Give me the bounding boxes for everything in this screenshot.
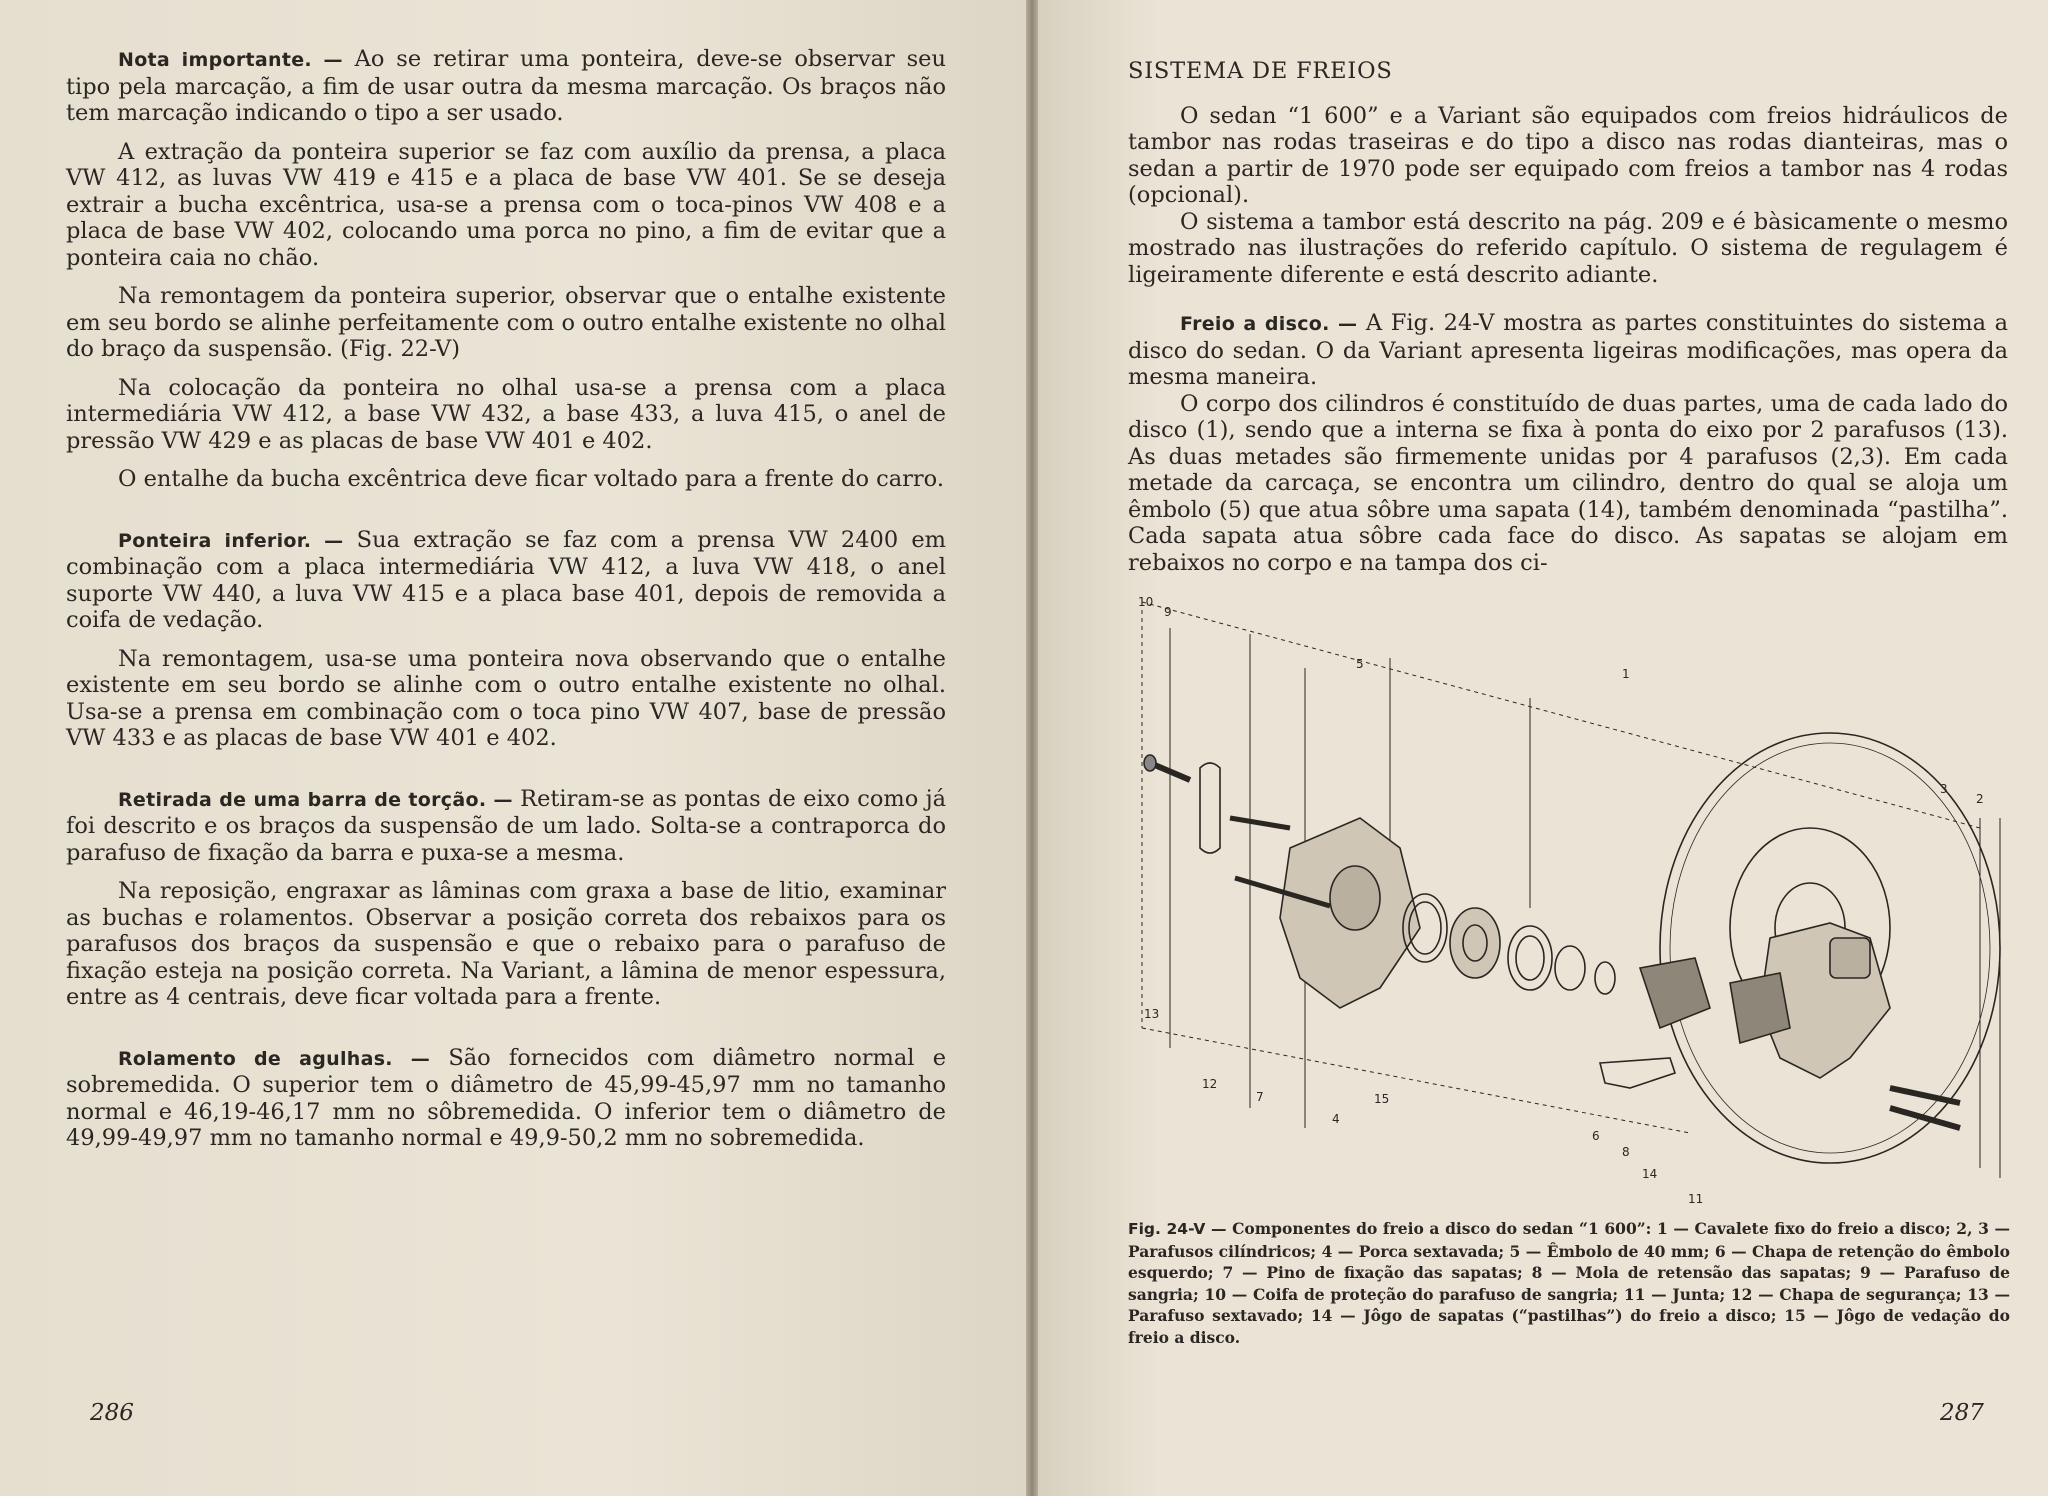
section-heading: SISTEMA DE FREIOS	[1128, 58, 1393, 84]
paragraph-lead: Rolamento de agulhas. —	[118, 1047, 431, 1070]
diagram-label: 6	[1592, 1129, 1600, 1143]
paragraph	[66, 878, 946, 1011]
paragraph-text: A extração da ponteira superior se faz com auxílio da prensa, a placa VW 412, as luvas VW 419 e 415 e a placa de base VW 401. Se se deseja extrair a bucha excêntrica, usa-se a prensa com o toca-pinos VW 408 e a placa de base VW 402, colocando uma porca no pino, a fim de evitar que a ponteira caia no chão.	[66, 138, 946, 271]
figure-caption	[1128, 1218, 2010, 1348]
caption-lead: Fig. 24-V —	[1128, 1220, 1227, 1238]
paragraph-text: Ao se retirar uma ponteira, deve-se observar seu tipo pela marcação, a fim de usar outra da mesma marcação. Os braços não tem marcação indicando o tipo a ser usado.	[66, 46, 946, 126]
paragraph	[1128, 391, 2008, 577]
paragraph-text: A Fig. 24-V mostra as partes constituintes do sistema a disco do sedan. O da Variant apresenta ligeiras modificações, mas opera da mesma maneira.	[1128, 310, 2008, 390]
paragraph	[66, 375, 946, 455]
paragraph	[66, 139, 946, 272]
diagram-label: 7	[1256, 1090, 1264, 1104]
paragraph	[66, 786, 946, 867]
paragraph-text: Na remontagem, usa-se uma ponteira nova observando que o entalhe existente em seu bordo se alinhe com o outro entalhe existente no olhal. Usa-se a prensa em combinação com o toca pino VW 407, base de pressão VW 433 e as placas de base VW 401 e 402.	[66, 645, 946, 751]
book-spine	[1026, 0, 1038, 1496]
diagram-svg	[1130, 588, 2010, 1208]
paragraph-text: Retiram-se as pontas de eixo como já foi descrito e os braços da suspensão de um lado. Solta-se a contraporca do parafuso de fixação da barra e puxa-se a mesma.	[66, 785, 946, 866]
diagram-label: 8	[1622, 1145, 1630, 1159]
paragraph-lead: Retirada de uma barra de torção. —	[118, 788, 513, 811]
caption-text: Componentes do freio a disco do sedan “1 600”: 1 — Cavalete fixo do freio a disco; 2, 3 — Parafusos cilíndricos; 4 — Porca sextavada; 5 — Êmbolo de 40 mm; 6 — Chapa de retenção do êmbolo esquerdo; 7 — Pino de fixação das sapatas; 8 — Mola de retensão das sapatas; 9 — Parafuso de sangria; 10 — Coifa de proteção do parafuso de sangria; 11 — Junta; 12 — Chapa de segurança; 13 — Parafuso sextavado; 14 — Jôgo de sapatas (“pastilhas”) do freio a disco; 15 — Jôgo de vedação do freio a disco.	[1128, 1219, 2010, 1347]
paragraph-lead: Freio a disco. —	[1180, 313, 1358, 335]
paragraph-text: Sua extração se faz com a prensa VW 2400 em combinação com a placa intermediária VW 412, a luva VW 418, o anel suporte VW 440, a luva VW 415 e a placa base 401, depois de removida a coifa de vedação.	[66, 526, 946, 633]
diagram-label: 1	[1622, 667, 1630, 681]
diagram-label: 9	[1164, 605, 1172, 619]
diagram-label: 15	[1374, 1092, 1390, 1106]
paragraph	[66, 46, 946, 127]
paragraph-text: O sistema a tambor está descrito na pág. 209 e é bàsicamente o mesmo mostrado nas ilustrações do referido capítulo. O sistema de regulagem é ligeiramente diferente e está descrito adiante.	[1128, 208, 2008, 288]
paragraph	[66, 283, 946, 363]
paragraph-text: Na remontagem da ponteira superior, observar que o entalhe existente em seu bordo se alinhe perfeitamente com o outro entalhe existente no olhal do braço da suspensão. (Fig. 22-V)	[66, 283, 946, 362]
right-text-column	[1128, 58, 2008, 588]
diagram-label: 11	[1688, 1192, 1704, 1206]
paragraph	[1128, 209, 2008, 289]
paragraph-lead: Nota importante. —	[118, 49, 343, 71]
paragraph-text: São fornecidos com diâmetro normal e sobremedida. O superior tem o diâmetro de 45,99-45,97 mm no tamanho normal e 46,19-46,17 mm no sôbremedida. O inferior tem o diâmetro de 49,99-49,97 mm no tamanho normal e 49,9-50,2 mm no sobremedida.	[66, 1044, 947, 1151]
page-number: 286	[90, 1400, 134, 1426]
page-number: 287	[1940, 1400, 1984, 1426]
paragraph	[66, 527, 946, 634]
left-text-column	[66, 46, 946, 1164]
paragraph	[1128, 310, 2008, 391]
paragraph-text: O entalhe da bucha excêntrica deve ficar voltado para a frente do carro.	[118, 466, 944, 492]
paragraph-text: O corpo dos cilindros é constituído de duas partes, uma de cada lado do disco (1), sendo que a interna se fixa à ponta do eixo por 2 parafusos (13). As duas metades são firmemente unidas por 4 parafusos (2,3). Em cada metade da carcaça, se encontra um cilindro, dentro do qual se aloja um êmbolo (5) que atua sôbre uma sapata (14), também denominada “pastilha”. Cada sapata atua sôbre cada face do disco. As sapatas se alojam em rebaixos no corpo e na tampa dos ci-	[1128, 390, 2008, 576]
diagram-label: 13	[1144, 1007, 1160, 1021]
diagram-label: 10	[1138, 595, 1154, 609]
paragraph-lead: Ponteira inferior. —	[118, 529, 344, 552]
brake-exploded-diagram	[1130, 588, 2010, 1208]
diagram-label: 3	[1940, 782, 1948, 796]
paragraph	[66, 466, 946, 493]
paragraph	[66, 646, 946, 752]
diagram-label: 14	[1642, 1167, 1658, 1181]
diagram-label: 12	[1202, 1077, 1218, 1091]
diagram-label: 2	[1976, 792, 1984, 806]
paragraph	[66, 1045, 946, 1152]
diagram-label: 5	[1356, 657, 1364, 671]
paragraph-text: Na reposição, engraxar as lâminas com graxa a base de litio, examinar as buchas e rolamentos. Observar a posição correta dos rebaixos para os parafusos dos braços da suspensão e que o rebaixo para o parafuso de fixação esteja na posição correta. Na Variant, a lâmina de menor espessura, entre as 4 centrais, deve ficar voltada para a frente.	[66, 878, 946, 1010]
paragraph	[1128, 103, 2008, 209]
paragraph-text: O sedan “1 600” e a Variant são equipados com freios hidráulicos de tambor nas rodas traseiras e do tipo a disco nas rodas dianteiras, mas o sedan a partir de 1970 pode ser equipado com freios a tambor nas 4 rodas (opcional).	[1128, 102, 2008, 208]
paragraph-text: Na colocação da ponteira no olhal usa-se a prensa com a placa intermediária VW 412, a base VW 432, a base 433, a luva 415, o anel de pressão VW 429 e as placas de base VW 401 e 402.	[66, 374, 946, 454]
diagram-label: 4	[1332, 1112, 1340, 1126]
